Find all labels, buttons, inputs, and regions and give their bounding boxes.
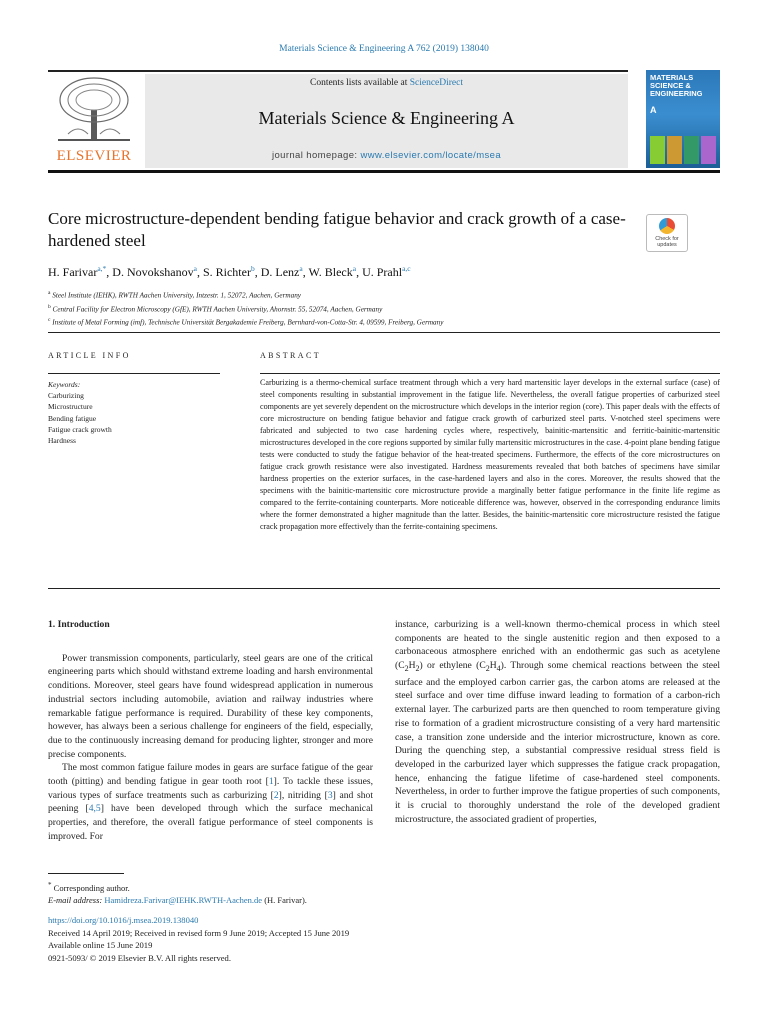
keyword-item: Microstructure: [48, 402, 93, 412]
text-run: H: [489, 660, 497, 672]
text-run: instance, carburizing is a well-known thermo-chemical process in which steel components are heated to the single austenitic region and then exposed to a carbonaceous atmosphere enriched with an endothermic gas such as acetylene (C: [395, 619, 720, 672]
check-for-updates-badge[interactable]: [646, 214, 688, 252]
copyright-line: 0921-5093/ © 2019 Elsevier B.V. All rights reserved.: [48, 952, 231, 963]
crossmark-icon: [659, 218, 675, 234]
author-affil-sup[interactable]: a,c: [402, 264, 411, 273]
section-heading-introduction: 1. Introduction: [48, 619, 110, 630]
cover-tiles: [650, 136, 716, 164]
article-info-rule: [48, 373, 220, 374]
author-affil-sup[interactable]: a: [352, 264, 357, 273]
footnote-rule: [48, 873, 124, 874]
affiliation-text: Institute of Metal Forming (imf), Technische Universität Bergakademie Freiberg, Bernhard-von-Cotta-Str. 4, 09599, Freiberg, Germany: [52, 318, 444, 327]
text-run: ], nitriding [: [278, 789, 328, 801]
article-info-heading: ARTICLE INFO: [48, 351, 131, 360]
reference-link[interactable]: 4,5: [88, 803, 101, 815]
keyword-item: Carburizing: [48, 391, 84, 401]
header-bottom-rule: [48, 170, 720, 173]
keyword-item: Hardness: [48, 436, 76, 446]
reference-link[interactable]: 3: [327, 789, 333, 801]
footnote-line: [48, 879, 448, 894]
author-name[interactable]: S. Richter: [202, 265, 251, 279]
reference-link[interactable]: 1: [268, 776, 274, 788]
author-sep: ,: [356, 265, 363, 279]
author-affil-sup[interactable]: a: [193, 264, 197, 273]
homepage-label: journal homepage:: [271, 150, 361, 161]
keyword-item: Bending fatigue: [48, 413, 97, 423]
author-sep: ,: [254, 265, 261, 279]
section-rule: [48, 588, 720, 589]
body-column-left: [48, 618, 373, 844]
journal-cover-image[interactable]: [646, 70, 720, 168]
abstract-rule: [260, 373, 720, 374]
text-run: H: [408, 660, 416, 672]
body-paragraph: [48, 761, 373, 843]
subscript: 4: [496, 664, 501, 674]
doi-link[interactable]: https://doi.org/10.1016/j.msea.2019.138040: [48, 915, 199, 925]
author-name[interactable]: W. Bleck: [308, 265, 353, 279]
text-run: ] have been developed through which the surface mechanical properties, and therefore, the overall fatigue performance of steel components is improved. For: [48, 803, 373, 842]
keywords-label: Keywords:: [48, 380, 81, 389]
author-affil-sup[interactable]: b: [250, 264, 255, 273]
text-run: The most common fatigue failure modes in gears are surface fatigue of the gear tooth (pitting) and bending fatigue in gear tooth root [: [48, 762, 373, 788]
author-name[interactable]: H. Farivar: [48, 265, 98, 279]
affiliation-sup: b: [48, 303, 51, 310]
author-sep: ,: [302, 265, 309, 279]
keyword-item: Fatigue crack growth: [48, 424, 112, 434]
author-list: [48, 264, 411, 280]
subscript: 2: [404, 664, 409, 674]
affiliation-item: [48, 288, 708, 302]
affiliation-sup: a: [48, 290, 51, 296]
journal-citation-link[interactable]: Materials Science & Engineering A 762 (2019) 138040: [279, 44, 489, 54]
email-label: E-mail address:: [48, 895, 105, 906]
keywords-block: [48, 379, 220, 446]
available-online: Available online 15 June 2019: [48, 940, 153, 950]
cover-title: MATERIALS SCIENCE & ENGINEERING: [650, 73, 703, 98]
author-sep: ,: [106, 265, 113, 279]
affiliation-item: [48, 302, 708, 316]
affiliations: [48, 288, 708, 329]
publication-info: [48, 914, 548, 964]
author-name[interactable]: D. Novokshanov: [112, 265, 194, 279]
abstract-heading: ABSTRACT: [260, 351, 321, 360]
affiliation-text: Central Facility for Electron Microscopy (GfE), RWTH Aachen University, Ahornstr. 55, 52074, Aachen, Germany: [52, 305, 383, 314]
affiliation-item: [48, 315, 708, 329]
section-rule: [48, 332, 720, 333]
subscript: 2: [485, 664, 490, 674]
text-run: ). Through some chemical reactions between the steel surface and the employed carbon carrier gas, the carbon atoms are released at the steel surface and over time diffuse inward leading to formation of a carbon-rich external layer. The carburized parts are then quenched to room temperature giving rise to formation of a gradient microstructure consisting of a very hard martensitic case, a transition zone underside and the interior microstructure, known as core. During the quenching step, a substantial compressive residual stress field is developed in the carburized layer which suppresses the fatigue crack propagation, hence, enhancing the fatigue lifetime of case-hardened steel components. Nevertheless, in order to further improve the fatigue properties of such components, it is crucial to thoroughly understand the role of the developed gradient microstructure, the associated gradient of properties,: [395, 660, 720, 825]
received-dates: Received 14 April 2019; Received in revised form 9 June 2019; Accepted 15 June 2019: [48, 927, 350, 938]
reference-link[interactable]: 2: [273, 789, 279, 801]
header-top-rule: [48, 70, 628, 72]
author-affil-sup[interactable]: a: [299, 264, 303, 273]
homepage-link[interactable]: www.elsevier.com/locate/msea: [360, 150, 502, 161]
footnote-marker: *: [48, 881, 52, 889]
text-run: ] and shot peening [: [48, 789, 373, 815]
article-title: Core microstructure-dependent bending fatigue behavior and crack growth of a case-hardened steel: [48, 209, 626, 250]
elsevier-wordmark: ELSEVIER: [56, 148, 132, 164]
author-sep: ,: [196, 265, 203, 279]
affiliation-text: Steel Institute (IEHK), RWTH Aachen University, Intzestr. 1, 52072, Aachen, Germany: [52, 291, 301, 300]
affiliation-sup: c: [48, 317, 51, 324]
crossmark-label: Check for updates: [655, 236, 679, 248]
cover-subtitle: A: [650, 105, 657, 115]
contents-prefix: Contents lists available at: [309, 78, 410, 88]
footnote-email-line: [48, 894, 448, 907]
footnote-text: Corresponding author.: [53, 882, 130, 893]
author-name[interactable]: U. Prahl: [362, 265, 403, 279]
body-paragraph: [395, 618, 720, 826]
sciencedirect-link[interactable]: ScienceDirect: [409, 78, 463, 88]
author-affil-sup[interactable]: a,*: [97, 264, 107, 273]
email-link[interactable]: Hamidreza.Farivar@IEHK.RWTH-Aachen.de: [104, 895, 263, 906]
text-run: ) or ethylene (C: [419, 660, 486, 672]
text-run: ]. To tackle these issues, various types of surface treatments such as carburizing [: [48, 776, 373, 801]
journal-homepage-line: [145, 150, 628, 161]
abstract-text: Carburizing is a thermo-chemical surface treatment through which a very hard martensitic layer develops in the external surface (case) of steel components resulting in substantial improvement in the fatigue life. Nevertheless, the overall fatigue properties of carburized steel components are yet severely dependent on the microstructure which develops in the interior region (core). This paper deals with the effects of core microstructure on bending fatigue behavior and fatigue crack growth of carburized steel parts. V-notched steel specimens were fabricated and subjected to two case hardening cycles where, respectively, bainitic-martensitic and ferritic-bainitic-martensitic microstructures developed in the core regions supported by similar fully martensitic microstructures in the case. 4-point plane bending fatigue tests were conducted to study the fatigue behavior of the heat-treated specimens. Furthermore, the effects of the core microstructures on fatigue crack growth resistance were also investigated. Hardness measurements revealed that both batches of specimens have similar hardness properties on the exterior surfaces, in the case-hardened layers and also in the cores. Moreover, the results showed that the specimens with the bainitic-martensitic core microstructure provide a marginally better fatigue performance in the finite life regime as compared to the ferrite-containing counterparts. More noticeable difference was, however, observed in the corresponding endurance limits where the former demonstrated a higher magnitude than the latter. Besides, the bainitic-martensitic core microstructure resisted the fatigue crack propagation more effectively than the ferrite-containing specimens.: [260, 378, 720, 531]
journal-title: Materials Science & Engineering A: [258, 108, 515, 128]
body-column-right: [395, 618, 720, 826]
subscript: 2: [415, 664, 420, 674]
contents-available-line: [145, 78, 628, 88]
body-paragraph: Power transmission components, particularly, steel gears are one of the critical engineering parts which should withstand extreme loading and harsh environmental conditions. Moreover, steel gears have found widespread application in numerous industrial sectors including automobile, aviation and railway industries where remarkable fatigue performance is required. Durability of these key components, however, has always been a serious challenge for engineers of the field, especially, due to the continuously increasing demand for producing lighter, stronger and more precise components.: [48, 652, 373, 760]
email-suffix: (H. Farivar).: [262, 895, 307, 906]
corresponding-author-footnote: [48, 879, 448, 907]
author-name[interactable]: D. Lenz: [260, 265, 300, 279]
